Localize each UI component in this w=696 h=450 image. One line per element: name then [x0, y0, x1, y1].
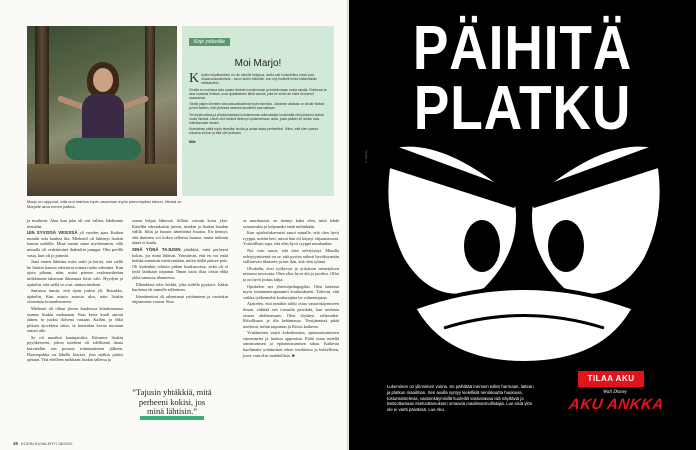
page-footer [13, 441, 72, 446]
article-paragraph: Nyt voin sanoa, että olen selviytynyt. Minulla selviytymisensä on se, että pystyn aidosti hyväksymään vallitsevan tilanteen ja sen ikin, että olen tyhmä. [243, 247, 339, 265]
ad-copyright: © Disney [364, 150, 368, 165]
article-column-1 [27, 218, 123, 364]
portrait-photo [27, 26, 177, 196]
article-paragraph: Jaari ennen lähtöäni mies soitti ja kertoi, että siellä he lisakin kanssa odottavat minua rauha valmiina. Kun ajoin pihaan, näin, mitoi pienen vaaleanviheään mökkimme takaosan ikkunasta loisti valo. Hyydyin ja ajattelin, että siellä se ovat, minun mieheni. [27, 259, 123, 287]
article-paragraph: se murskautui, en tiennyt kuka olen, mitä tehdä seuraavaksi ja kelpaanko enää mihinkään. [243, 218, 339, 229]
article-paragraph: Kun opiskelukaverini sanoi minulle, että olen hyvä ryyppä, mietin heti, missä hän oli käynyt ohjaamassani. Ystävällisin tapa, että olen hyvä ryyppä muuhankin. [243, 230, 339, 247]
donald-duck-face-illustration [374, 138, 674, 363]
walt-disney-logo: Walt Disney [603, 390, 628, 395]
letter-title: Moi Marjo! [234, 58, 282, 69]
letter-signature: Mile [189, 139, 196, 144]
ad-headline-line1: PÄIHITÄ [412, 14, 633, 83]
photo-caption: Marjo on opppnut, että omi mahtuu hyvin asumaan myös pienempään taloon. Metsä on Marjolle aina ennen paikka. [27, 199, 182, 210]
person-legs [65, 138, 141, 160]
letter-text [189, 73, 327, 136]
letter-dropcap: K [189, 71, 200, 86]
left-pupil [464, 220, 500, 272]
forest-ground [27, 164, 177, 196]
order-aku-button[interactable]: TILAA AKU [578, 371, 644, 387]
beak-outline [414, 288, 634, 363]
article-paragraph: Se oli maailmi kaatujatulisi. Kiiturme lisakin pyyhkeeseen, johon mieheni oli edellisenä iltana kuivatellut sen pesusta irtinmaakseen jälkeen. Haastapakka on lähellä koiriaa, josa sitäkin pitäisi ajetaan. Yhä edelleen mökkaan lisakin tallessa ja [27, 334, 123, 363]
article-paragraph: ja murheen. Aina kun jaha oli otti vallan, lähdimme metsään. [27, 218, 123, 229]
article-paragraph: SINÄ YÖNÄ TAJUSIN yhtäkkiä, mitä perheeni kokisi, jos minä lähtisin. Ymmärsin, että en voi enää heittää aumuisin niertivmäään, miten täältä pääsee pois. Oli kuitenkin tohtoin pitkän konkurssista, enkä oli ei tiedä lainkaan toipunut. Ilman tuota iltaa olisin ehkä ykkä samassa tilanteessa. [132, 246, 228, 280]
pull-quote: ”Tajusin yhtäkkiä, mitä perheeni kokisi, jos minä lähtisin.” [132, 387, 212, 416]
subhead-lead: UIN SYVISSÄ VESISSÄ [27, 230, 78, 236]
letter-box [182, 26, 334, 196]
article-paragraph: Samassa tunsin, että ajoin joskin ylt. Ruuakko, ajattelin. Kun astuin autosta ulos, näin lisakin viimeinen koiranhuoneen. [27, 288, 123, 305]
pull-quote-rule [140, 416, 204, 420]
letter-paragraph: Muistathan pitää myös itsestäsi huolta ja antaa aikaa perheellesi. Kiitos, että olen saanut tutustua sinuun ja että olet ystäväni. [189, 127, 319, 136]
article-paragraph: Identiteettini oli rakentanut yrittäminen ja varsinkin ohjaamisen varaan. Kun [132, 293, 228, 305]
person-head [93, 68, 113, 92]
letter-paragraph: Tiedät paljon ihmisten kokonaisvaltaisesta hyvinvoinnista. Jokainen asiakas on sinulle tärkeä ja teet kaiken, että yhdessä asetetut tavoitteet saavutetaan. [189, 102, 325, 111]
article-paragraph: Yrittäminen vaatii kokeilemista, epäonnistumiseen sitoutunetta ja luottoa oppimista. Pitää osata mitellä onnistumisen ja epäonnistumisen takaa. Kaikesta huolimatta yrittämisen tekee intohimoa ja hetkellisen, josse vain olisi mahdollista. ■ [243, 330, 339, 358]
article-paragraph: Opiskelen nyt yhteisöpedagogiksi. Olen hakenut myös toimintaterapiaamiti koulutukseen. Tulevan, että vaikka työkenneltä kouluttajina tai valmentajana. [243, 283, 339, 300]
aku-ankka-ad [349, 0, 696, 450]
letter-paragraph: irjoitin kirjoittaminen on ole minulle helppoa, mutta sait houkuteltua minut pois mukavuusalueeltani – sinun kuten silloinkin, kun myi ilouttelit minut kaikenlaisiin seikkailuihin. [201, 73, 318, 86]
publication-name: KODIN KUVALEHTI 18/2020 [21, 441, 73, 446]
letter-tag: Kirje ystävälle [189, 38, 230, 46]
article-paragraph: sanon helpat lähtessä. Silloin vaivain koira ykei. Käsellin edestakaisin järven, minkin ja lisakin haudan välilä. Itkin ja huusin äänettömä huutoa. En tiennyt, että ihminen voi kokea sellaista huutaa, mutta miktain äänet ei kuulu. [132, 218, 228, 246]
article-paragraph: Ellendässä toler herkki, joka todella pysäytti. Isakin kuolema oli minulle selkeänen. [132, 281, 228, 293]
article-paragraph: UIN SYVISSÄ VESISSÄ yli vuoden ajan. Kaiken muuttii eräs kauhea ilta. Miehenil oli lähtenyt lisakin kanssa mökille. Minä menin sinne myöhemmin, sillä minulla oli vedettävänä iltalenkin jumppa. Olin perillä vasta, kun oli jo pimeää. [27, 230, 123, 258]
letter-paragraph: Sinulla on mahtava taito saada ihmiset innostumaan ja kokeilemaan uusia asioita. Rohkeasi ja aina osastasi ihmiset, ovat ujokaltaineni lähtä asioita, joita he eivät ole edes hennneet osaavansa. [189, 87, 327, 101]
subhead-lead: SINÄ YÖNÄ TAJUSIN [132, 246, 181, 252]
ad-body-text: Lukeminen on yliinnimen voima. Se päihittää mennen tullen harmaan, lattean ja platkun maailman. Sen avulla syntyy kielellisiä nerokkuutta huukuvia, tosiuntoistelevia, vastoinkäymisillä kuoleillä vastustavaa isiä näyttäviä ja kattoottamaan itseluottamuksen omaavia maailmanmullistajia. Lue sisiä ylös ole ei vartti päivässä. Lue Aku. [387, 384, 534, 413]
article-paragraph: Ajattelen, että mmihin tahhi ottaa vastoinkäymiseen ilman, välittää sen toisaalla paivittää, kun unelmia seuraa ahdistamaan. Olen löytänyt rohkeuden. Kiitollisuus ja tila kehämassa. Tiesijännissä pitää mielessä, mihin taipumus jä Kiitos kaikesta. [243, 301, 339, 329]
article-column-3 [243, 218, 339, 359]
letter-paragraph: Terveyshuolissa ja yrityksentarkasi kohdannesta vaikeuksista huolimatta olet jaksanut auttaa muita ihmisiä. Usein olet mikkeä lähtenyt opiskelemaan uutta, josta pääset eli niinkin taas toteuttamaan itseäsi. [189, 112, 324, 126]
aku-ankka-logo: AKU ANKKA [567, 396, 665, 413]
article-paragraph: Olvahdin, ettei työkyvyn ja yrityksen menetyksen minusta arvotonta. Olen oliut hyvä äiti ja puoliso. Ollut ja on hyvä joskus lahja. [243, 265, 339, 282]
right-pupil [548, 220, 584, 272]
ad-headline-line2: PLATKU [413, 74, 632, 143]
person-body [82, 94, 124, 144]
article-paragraph: Miehenii oli ollaut järven kuuleessa laimittamassa saunaa lisakin mukaanan. Kun kerta kuuli autoni äänen, se juoksi ilolsena vastaan. Kaihin, ja ehkä pitkien ajoväkien takia, se kuttenkin kovaa nuoraan autoni alle. [27, 305, 123, 334]
article-column-2 [132, 218, 228, 306]
page-number: 46 [13, 441, 19, 446]
